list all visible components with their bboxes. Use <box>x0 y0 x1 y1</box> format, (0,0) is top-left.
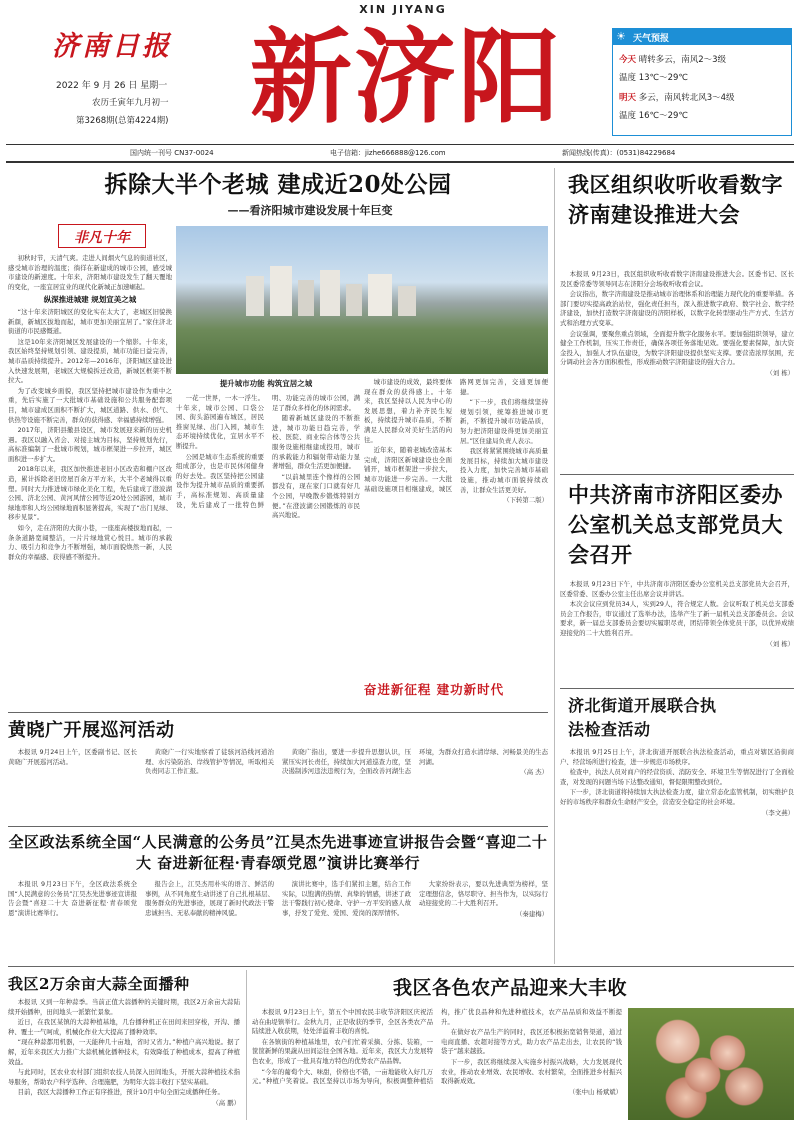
lead-p2: “这十年来济阳城区的变化实在太大了，老城区旧貌换新颜，新城区拔地而起，城市更加美丽宜居了。”家住济北街道的市民感慨道。 <box>8 307 172 336</box>
right3-headline: 济北街道开展联合执法检查活动 <box>568 696 717 739</box>
weather-box <box>612 28 792 136</box>
lead-photo <box>176 226 548 374</box>
lead-photo-buildings <box>236 266 436 316</box>
right1-body <box>560 270 794 470</box>
lead-col-mid <box>176 394 360 660</box>
garlic-credit: （高 鹏） <box>212 1098 240 1107</box>
right3-body <box>560 748 794 962</box>
right3-p2: 检查中，执法人员对商户的经营资质、消防安全、环境卫生等情况进行了全面检查，对发现的问题当场下达整改通知，督促限期整改到位。 <box>560 768 794 786</box>
lead-headline: 拆除大半个老城 建成近20处公园 <box>104 171 452 198</box>
right2-p2: 本次会议应到党员34人，实到29人，符合规定人数。会议听取了机关总支部委员会工作报告，审议通过了选举办法，选举产生了新一届机关总支部委员会。会议要求，新一届总支部委员会要切实履职尽责，团结带领全体党员干部，以优异成绩迎接党的二十大胜利召开。 <box>560 600 794 637</box>
lead-p9: 公园是城市生态系统的重要组成部分，也是市民休闲健身的好去处。我区坚持把公园建设作为提升城市品质的重要抓手，高标准规划、高质量建设，先后建成了一批特色鲜明、功能完善的城市公园，满足了群众多样化的休闲需求。 <box>176 394 360 509</box>
farm-p5: 下一步，我区将继续深入实施乡村振兴战略，大力发展现代农业，推动农业增效、农民增收、农村繁荣，全面推进乡村振兴取得新成效。 <box>441 1057 622 1086</box>
huang-p1: 本报讯 9月24日上午，区委副书记、区长黄晓广开展巡河活动。 <box>8 748 137 766</box>
weather-title: 天气预报 <box>633 34 670 43</box>
farm-body <box>252 1008 622 1120</box>
weather-today-label: 今天 <box>619 55 637 65</box>
rule-lead-bottom <box>8 712 548 713</box>
weather-icon: ☀ <box>616 30 626 43</box>
garlic-p4: 与此同时，区农业农村部门组织农技人员深入田间地头，开展大蒜种植技术指导服务，帮助农户科学选种、合理施肥，为明年大蒜丰收打下坚实基础。 <box>8 1068 240 1086</box>
garlic-p2: 近日，在我区某镇的大蒜种植基地，几台播种机正在田间来回穿梭，开沟、播种、覆土一气呵成，机械化作业大大提高了播种效率。 <box>8 1018 240 1036</box>
right1-p2: 会议指出，数字济南建设是推动城市治理体系和治理能力现代化的重要举措。各部门要切实提高政治站位，强化责任担当，深入推进数字政府、数字社会、数字经济建设，加快打造数字济南建设的济阳样板，以数字化转型驱动生产方式、生活方式和治理方式变革。 <box>560 290 794 327</box>
zhengfa-headline: 全区政法系统全国“人民满意的公务员”江昊杰先进事迹宣讲报告会暨“喜迎二十大 奋进新征程·青春颂党恩”演讲比赛举行 <box>8 833 548 872</box>
rule-huang-bottom <box>8 826 548 827</box>
lead-p12: 城市建设的成效，最终要体现在群众的获得感上。十年来，我区坚持以人民为中心的发展思想，着力补齐民生短板，持续提升城市品质，不断满足人民群众对美好生活的向往。 <box>364 378 452 444</box>
garlic-p5: 目前，我区大蒜播种工作正有序推进，预计10月中旬全面完成播种任务。 <box>17 1088 224 1097</box>
lead-p10: 随着新城区建设的不断推进，城市功能日趋完善，学校、医院、商业综合体等公共服务设施相继建成投用，城市的承载能力和辐射带动能力显著增强，群众生活更加便捷。 <box>272 414 360 471</box>
lead-p13: 近年来，随着老城改造基本完成，济阳区新城建设也全面铺开，城市框架进一步拉大，城市功能进一步完善。一大批基础设施项目相继建成，城区路网更加完善，交通更加便捷。 <box>364 378 548 493</box>
right3-credit: （李文燕） <box>762 808 794 817</box>
issue-date: 2022 年 9 月 26 日 星期一 <box>56 81 168 91</box>
lead-badge-text: 非凡十年 <box>74 230 130 246</box>
garlic-p3: “现在种蒜都用机器，一天能种几十亩地，省时又省力。”种植户高兴地说。据了解，近年来我区大力推广大蒜机械化播种技术，有效降低了种植成本，提高了种植效益。 <box>8 1038 240 1066</box>
lead-p4: 为了改变城乡面貌，我区坚持把城市建设作为重中之重，先后实施了一大批城市基础设施和公共服务配套项目，城市建成区面积不断扩大，城区道路、供水、供气、供热等设施不断完善，群众的获得感、幸福感持续增强。 <box>8 386 172 424</box>
cn-number: 国内统一刊号 CN37-0024 <box>130 149 214 157</box>
email: 电子信箱：jizhe666888@126.com <box>330 149 446 157</box>
paper-logo: 济南日报 <box>52 31 172 58</box>
lead-p6: 2018年以来，我区加快推进老旧小区改造和棚户区改造，累计拆除老旧房屋百余万平方米，大半个老城得以重塑。同时大力推进城市绿化美化工程，先后建成了澄波湖公园、济北公园、黄河风情公园等近20处公园游园，城市绿地率和人均公园绿地面积显著提高，实现了“出门见绿、移步见景”。 <box>8 465 172 522</box>
right2-p1: 本报讯 9月23日下午，中共济南市济阳区委办公室机关总支部党员大会召开，区委常委、区委办公室主任出席会议并讲话。 <box>560 580 794 598</box>
zhengfa-p4: 大家纷纷表示，要以先进典型为榜样，坚定理想信念，恪尽职守、担当作为，以实际行动迎接党的二十大胜利召开。 <box>419 880 548 908</box>
lead-p14: “下一步，我们将继续坚持规划引领，统筹推进城市更新，不断提升城市功能品质，努力把济阳建设得更加美丽宜居。”区住建局负责人表示。 <box>460 398 548 445</box>
weather-today-temp: 温度 13℃～29℃ <box>619 73 688 83</box>
zhengfa-credit: （秦建梅） <box>516 909 548 918</box>
lead-p3: 这是10年来济阳城区发展建设的一个缩影。十年来，我区始终坚持规划引领、建设提质，城市功能日益完善，城市品质持续提升。2012年—2016年，济阳城区建设进入快速发展期，老城区大规模拆迁改造，新城区框架不断拉大。 <box>8 337 172 385</box>
garlic-headline: 我区2万余亩大蒜全面播种 <box>8 975 190 993</box>
hotline: 新闻热线(传真)：(0531)84229684 <box>562 149 676 157</box>
masthead-rule-bottom <box>6 161 794 163</box>
right3-p1: 本报讯 9月25日上午，济北街道开展联合执法检查活动，重点对辖区沿街商户、经营场所进行检查，进一步规范市场秩序。 <box>560 748 794 766</box>
weather-tomorrow-desc: 多云，南风转北风3～4级 <box>638 93 735 103</box>
weather-tomorrow-label: 明天 <box>619 93 637 103</box>
right1-credit: （刘 栋） <box>766 368 794 377</box>
rule-right1-bottom <box>560 474 794 475</box>
rule-zhengfa-bottom <box>8 966 794 967</box>
lead-section1: 纵深推进城建 规划宣美之城 <box>43 295 137 305</box>
lead-badge <box>58 224 146 248</box>
zhengfa-body <box>8 880 548 964</box>
grape-photo <box>628 1008 794 1120</box>
farm-p4: 在做好农产品生产的同时，我区还积极拓宽销售渠道，通过电商直播、农超对接等方式，助力农产品走出去，让农民的“钱袋子”越来越鼓。 <box>441 1028 622 1056</box>
farm-headline: 我区各色农产品迎来大丰收 <box>392 977 627 999</box>
garlic-body <box>8 998 240 1118</box>
right2-body <box>560 580 794 684</box>
zhengfa-p2: 报告会上，江昊杰用朴实的语言、鲜活的事例，从不同角度生动讲述了自己扎根基层、服务群众的先进事迹，展现了新时代政法干警忠诚担当、无私奉献的精神风貌。 <box>145 880 274 917</box>
right3-p3: 下一步，济北街道将持续加大执法检查力度，建立常态化监管机制，切实维护良好的市场秩序和群众生命财产安全，营造安全稳定的社会环境。 <box>560 788 794 806</box>
lead-p7: 如今，走在济阳的大街小巷，一座座高楼拔地而起，一条条道路宽阔整洁，一片片绿地赏心悦目。城市的承载力、吸引力和竞争力不断增强，城市面貌焕然一新，人民群众的幸福感、获得感不断提升。 <box>8 524 172 561</box>
right1-headline: 我区组织收听收看数字济南建设推进大会 <box>568 172 783 227</box>
huang-p2: 黄晓广一行实地察看了徒骇河沿线河道治理、水污染防治、岸线管护等情况，听取相关负责同志工作汇报。 <box>145 748 274 776</box>
rule-right-col <box>554 168 555 964</box>
zhengfa-p3: 演讲比赛中，选手们紧扣主题，结合工作实际，以饱满的热情、真挚的情感，讲述了政法干警践行初心使命、守护一方平安的感人故事，抒发了爱党、爱国、爱岗的深厚情怀。 <box>282 880 411 917</box>
right1-p1: 本报讯 9月23日，我区组织收听收看数字济南建设推进大会。区委书记、区长及区委常委等领导同志在济阳分会场收听收看会议。 <box>560 270 794 288</box>
lead-col-right <box>364 378 548 668</box>
lead-subheadline: ——看济阳城市建设发展十年巨变 <box>227 204 393 217</box>
masthead-rule-top <box>6 144 794 145</box>
farm-p3: “今年的葡萄个大、味甜，价格也不错，一亩地能收入好几万元。”种植户笑着说。我区坚持以市场为导向，积极调整种植结构，推广优良品种和先进种植技术，农产品品质和效益不断提升。 <box>252 1008 622 1086</box>
masthead <box>0 0 800 148</box>
right1-p3: 会议强调，要聚焦重点领域，全面提升数字化服务水平。要加强组织领导，建立健全工作机制，压实工作责任，确保各项任务落地见效。要强化要素保障，加大资金投入，加强人才队伍建设，为数字济阳建设提供坚实支撑。要营造浓厚氛围，充分调动社会各方面积极性，形成推动数字济阳建设的强大合力。 <box>560 329 794 367</box>
lead-p1: 初秋时节，天清气爽。走进人间烟火气息的街道社区，感受城市治理的温度；徜徉在新建成的城市公园，感受城市建设的新速度。十年来，济阳城市建设发生了翻天覆地的变化，一座宜居宜业的现代化新城正加速崛起。 <box>8 254 172 291</box>
right2-headline: 中共济南市济阳区委办公室机关总支部党员大会召开 <box>568 482 783 567</box>
lead-p15: 我区将紧紧围绕城市高质量发展目标，持续加大城市建设投入力度，加快完善城市基础设施，推动城市面貌持续改善，让群众生活更美好。 <box>460 447 548 494</box>
lead-col-left <box>8 254 172 710</box>
lead-credit: （下转第二版） <box>503 496 548 505</box>
lead-p8: 一花一世界，一木一浮生。十年来，城市公园、口袋公园、街头游园遍布城区，居民推窗见绿、出门入园，城市生态环境持续优化，宜居水平不断提升。 <box>176 394 264 450</box>
info-strip <box>6 146 794 160</box>
rule-bottom-divider <box>246 970 247 1120</box>
title-calligraphy: 新济阳 <box>250 18 562 138</box>
huang-p3: 黄晓广指出，要进一步提升思想认识，压紧压实河长责任，持续加大河道巡查力度，坚决遏制涉河违法违规行为，全面改善河湖生态环境，为群众打造水清岸绿、河畅景美的生态河湖。 <box>282 748 548 776</box>
garlic-p1: 本报讯 又到一年种蒜季。当前正值大蒜播种的关键时期，我区2万余亩大蒜陆续开始播种，田间地头一派繁忙景象。 <box>8 998 240 1016</box>
farm-p1: 本报讯 9月23日上午，第五个中国农民丰收节济阳区庆祝活动在曲堤镇举行。金秋九月，正是收获的季节，全区各类农产品陆续进入收获期，处处洋溢着丰收的喜悦。 <box>252 1008 433 1036</box>
lunar-date: 农历壬寅年九月初一 <box>92 98 169 108</box>
huang-body <box>8 748 548 824</box>
farm-p2: 在各镇街的种植基地里，农户们忙着采摘、分拣、装箱，一筐筐新鲜的果蔬从田间运往全国各地。近年来，我区大力发展特色农业，形成了一批具有地方特色的优势农产品品牌。 <box>252 1037 433 1065</box>
weather-today-desc: 晴转多云，南风2～3级 <box>638 55 727 65</box>
rule-right2-bottom <box>560 688 794 689</box>
lead-slogan: 奋进新征程 建功新时代 <box>363 682 505 697</box>
title-pinyin: XIN JIYANG <box>359 3 447 16</box>
issue-number: 第3268期(总第4224期) <box>76 116 169 126</box>
right2-credit: （刘 栋） <box>766 639 794 648</box>
zhengfa-p1: 本报讯 9月23日下午，全区政法系统全国“人民满意的公务员”江昊杰先进事迹宣讲报告会暨“喜迎二十大 奋进新征程·青春颂党恩”演讲比赛举行。 <box>8 880 137 917</box>
weather-tomorrow-temp: 温度 16℃～29℃ <box>619 111 688 121</box>
lead-section2: 提升城市功能 构筑宜居之城 <box>219 379 313 388</box>
huang-credit: （高 杰） <box>520 768 548 777</box>
weather-header <box>613 29 791 45</box>
lead-p5: 2017年，济阳县撤县设区，城市发展迎来新的历史机遇。我区以融入省会、对接主城为目标，坚持规划先行，高标准编制了一批城市规划，城市框架进一步拉开，城区面积进一步扩大。 <box>8 426 172 463</box>
lead-p11: “以前城里连个像样的公园都没有，现在家门口就有好几个公园，早晚散步锻炼特别方便。”在澄波湖公园锻炼的市民高兴地说。 <box>272 472 360 520</box>
farm-credit: （张中山 杨斌斌） <box>568 1087 622 1096</box>
huang-headline: 黄晓广开展巡河活动 <box>8 720 175 741</box>
